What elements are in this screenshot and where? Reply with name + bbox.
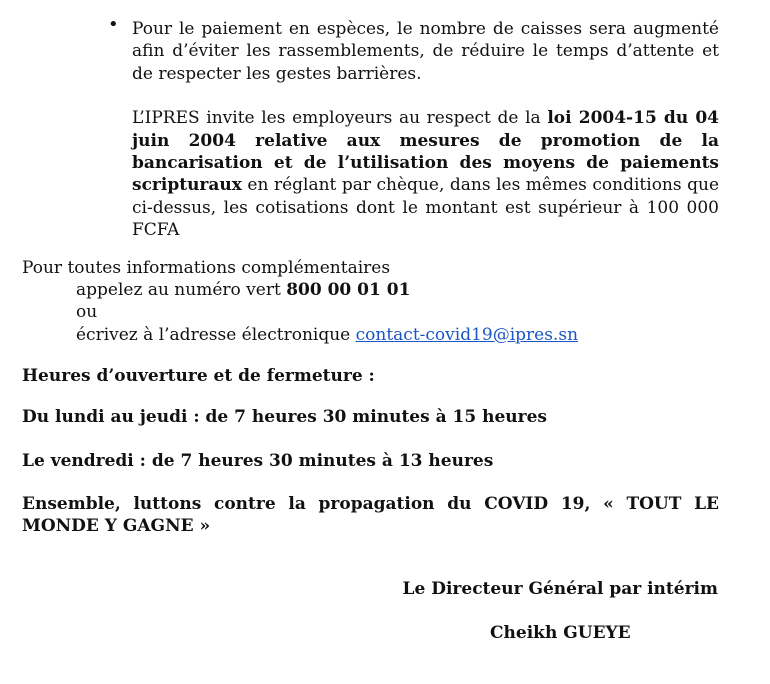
bullet-block [132,18,719,242]
law-reference: loi 2004-15 du 04 juin 2004 relative aux mesures de promotion de la bancarisation et de l’utilisation des moyens de paiements scripturaux [132,108,719,196]
signature-title: Le Directeur Général par intérim [402,579,718,599]
or-text: ou [76,302,98,323]
closing-statement: Ensemble, luttons contre la propagation du COVID 19, « TOUT LE MONDE Y GAGNE » [22,494,719,537]
hours-weekdays: Du lundi au jeudi : de 7 heures 30 minutes à 15 heures [22,407,547,427]
info-intro: Pour toutes informations complémentaires [22,258,391,278]
invitation-text-end: en réglant par chèque, dans les mêmes conditions que ci-dessus, les cotisations dont le montant est supérieur à 100 000 FCFA [132,175,719,241]
employer-invitation-paragraph [132,107,719,241]
invitation-text-start: L’IPRES invite les employeurs au respect de la [132,108,548,129]
phone-number: 800 00 01 01 [286,280,411,301]
hours-title: Heures d’ouverture et de fermeture : [22,366,375,386]
email-line [22,324,578,346]
contact-info [22,257,578,346]
email-prefix: écrivez à l’adresse électronique [76,324,356,345]
bullet-icon: • [108,14,119,35]
phone-line [22,279,578,301]
cash-payment-paragraph: Pour le paiement en espèces, le nombre de caisses sera augmenté afin d’éviter les rassemblements, de réduire le temps d’attente et de respecter les gestes barrières. [132,19,719,84]
email-link[interactable]: contact-covid19@ipres.sn [355,324,579,345]
hours-friday: Le vendredi : de 7 heures 30 minutes à 13 heures [22,451,494,471]
phone-prefix: appelez au numéro vert [76,280,287,301]
signature-name: Cheikh GUEYE [490,623,631,643]
